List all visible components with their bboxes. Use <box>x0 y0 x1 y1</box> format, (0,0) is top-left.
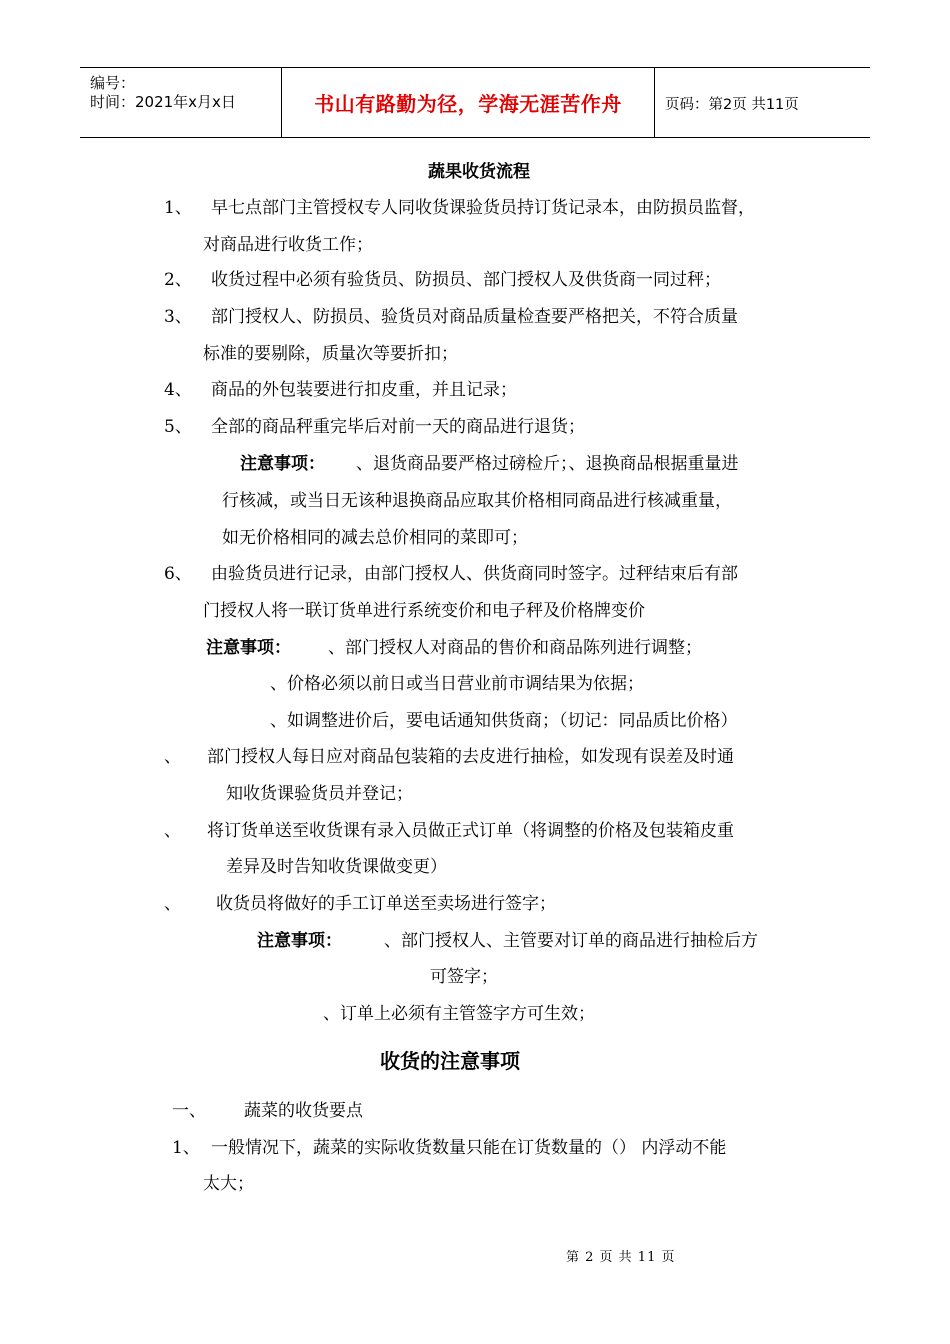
list-item-text: 商品的外包装要进行扣皮重，并且记录； <box>211 380 517 400</box>
note-text: 、部门授权人、主管要对订单的商品进行抽检后方 <box>384 931 758 951</box>
page-footer: 第 2 页 共 11 页 <box>566 1250 676 1265</box>
note-text: 、部门授权人对商品的售价和商品陈列进行调整； <box>328 638 702 658</box>
list-item-number: 2、 <box>164 270 192 290</box>
list-item-number: 4、 <box>164 380 192 400</box>
list-item-text: 部门授权人、防损员、验货员对商品质量检查要严格把关，不符合质量 <box>211 307 738 327</box>
note-label: 注意事项： <box>240 454 325 474</box>
note-text: 、订单上必须有主管签字方可生效； <box>323 1004 595 1024</box>
list-item-text: 差异及时告知收货课做变更） <box>226 857 447 877</box>
list-item-text: 部门授权人每日应对商品包装箱的去皮进行抽检，如发现有误差及时通 <box>207 747 734 767</box>
list-item-text: 门授权人将一联订货单进行系统变价和电子秤及价格牌变价 <box>203 601 645 621</box>
note-text: 行核减，或当日无该种退换商品应取其价格相同商品进行核减重量， <box>222 491 732 511</box>
list-item-text: 标准的要剔除，质量次等要折扣； <box>203 344 458 364</box>
list-item-text: 太大； <box>203 1174 254 1194</box>
header-page-info: 页码：第2页 共11页 <box>665 97 799 113</box>
list-item-text: 由验货员进行记录，由部门授权人、供货商同时签字。过秤结束后有部 <box>211 564 738 584</box>
document-header <box>80 67 870 138</box>
list-item-number: 、 <box>164 821 181 841</box>
header-motto: 书山有路勤为径，学海无涯苦作舟 <box>314 92 622 116</box>
list-item-text: 收货过程中必须有验货员、防损员、部门授权人及供货商一同过秤； <box>211 270 721 290</box>
subsection-title: 蔬菜的收货要点 <box>244 1101 363 1121</box>
list-item-number: 1、 <box>164 198 192 218</box>
list-item-text: 一般情况下，蔬菜的实际收货数量只能在订货数量的（） 内浮动不能 <box>211 1138 727 1158</box>
note-text: 、退货商品要严格过磅检斤；、退换商品根据重量进 <box>356 454 739 474</box>
note-label: 注意事项： <box>257 931 342 951</box>
list-item-number: 1、 <box>172 1138 200 1158</box>
list-item-text: 早七点部门主管授权专人同收货课验货员持订货记录本，由防损员监督， <box>211 198 755 218</box>
list-item-number: 3、 <box>164 307 192 327</box>
list-item-number: 、 <box>164 747 181 767</box>
note-text: 可签字； <box>430 967 498 987</box>
note-text: 、如调整进价后，要电话通知供货商；（切记：同品质比价格） <box>270 711 738 731</box>
list-item-text: 全部的商品秤重完毕后对前一天的商品进行退货； <box>211 417 585 437</box>
list-item-text: 对商品进行收货工作； <box>203 235 373 255</box>
note-text: 如无价格相同的减去总价相同的菜即可； <box>222 528 528 548</box>
list-item-number: 5、 <box>164 417 192 437</box>
section-title: 收货的注意事项 <box>380 1049 520 1073</box>
list-item-text: 知收货课验货员并登记； <box>226 784 413 804</box>
list-item-number: 、 <box>164 894 181 914</box>
document-number-label: 编号： <box>90 74 136 92</box>
list-item-text: 收货员将做好的手工订单送至卖场进行签字； <box>216 894 556 914</box>
header-page-cell <box>655 68 870 137</box>
document-time-label: 时间：2021年x月x日 <box>90 93 236 111</box>
header-meta-cell <box>80 68 282 137</box>
list-item-text: 将订货单送至收货课有录入员做正式订单（将调整的价格及包装箱皮重 <box>207 821 734 841</box>
section-title: 蔬果收货流程 <box>428 162 530 182</box>
note-text: 、价格必须以前日或当日营业前市调结果为依据； <box>270 674 644 694</box>
note-label: 注意事项： <box>206 638 291 658</box>
list-item-number: 6、 <box>164 564 192 584</box>
subsection-number: 一、 <box>172 1101 206 1121</box>
header-motto-cell <box>282 68 655 137</box>
